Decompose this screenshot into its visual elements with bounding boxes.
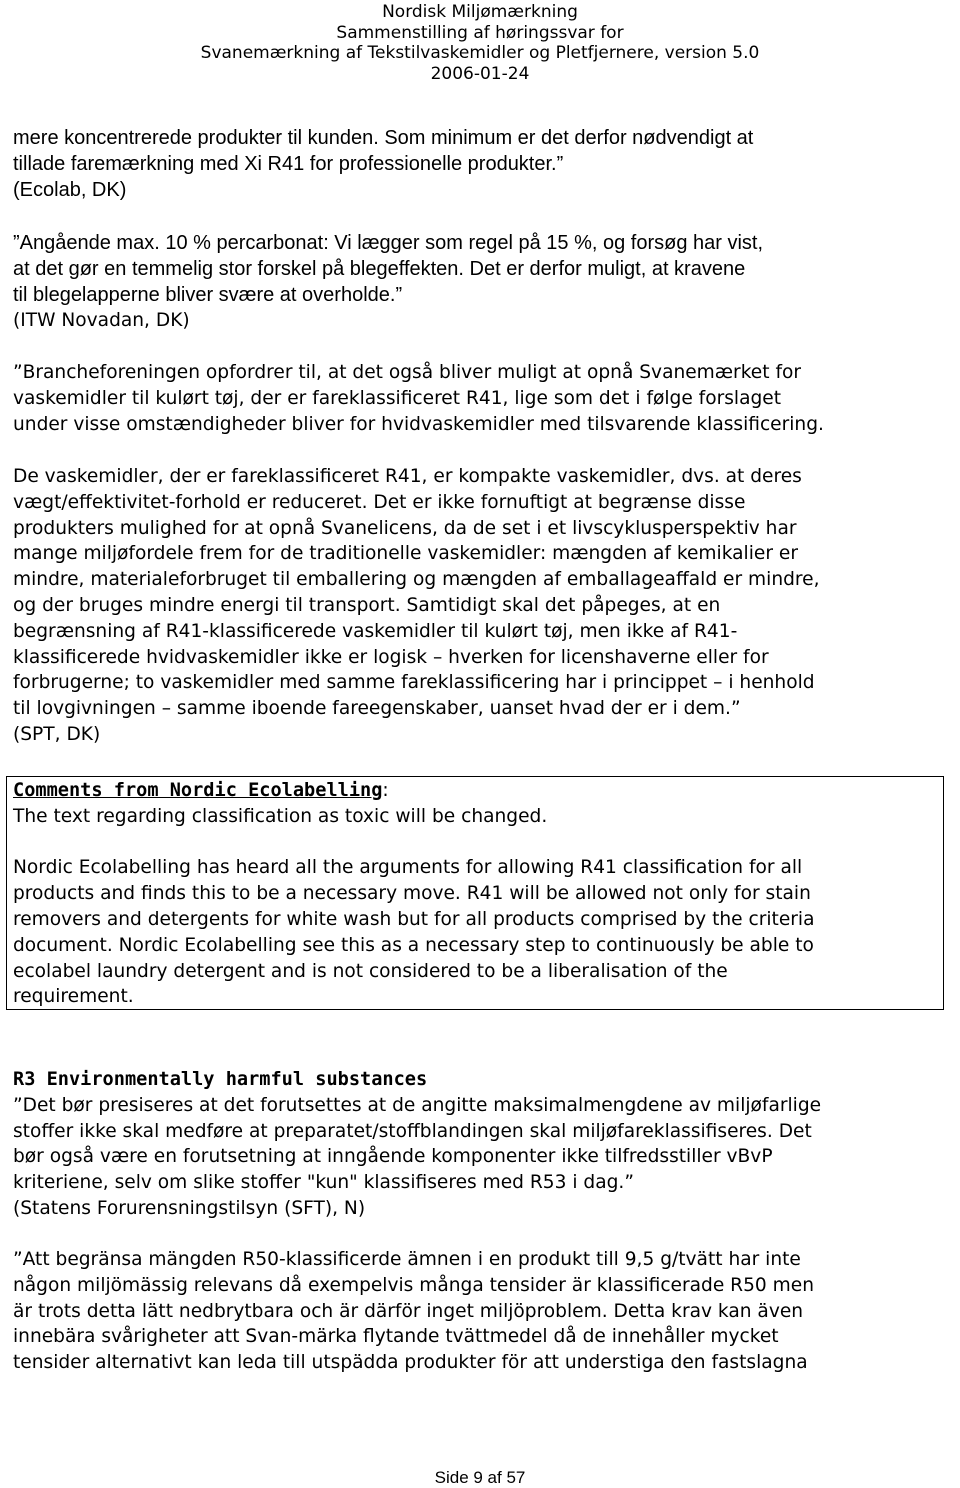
text-line: removers and detergents for white wash but for all products comprised by the criteria bbox=[13, 908, 815, 930]
text-line: mindre, materialeforbruget til emballering og mængden af emballageaffald er mindre, bbox=[13, 569, 820, 591]
text-line: requirement. bbox=[13, 986, 134, 1008]
text-line: (SPT, DK) bbox=[13, 723, 101, 745]
section-r3 bbox=[13, 1067, 943, 1222]
text-line: vægt/effektivitet-forhold er reduceret. Det er ikke fornuftigt at begrænse disse bbox=[13, 491, 746, 513]
text-line: (Ecolab, DK) bbox=[13, 178, 127, 201]
section-heading-r3: R3 Environmentally harmful substances bbox=[13, 1069, 428, 1090]
comments-heading-colon: : bbox=[382, 780, 389, 801]
text-line: tillade faremærkning med Xi R41 for professionelle produkter.” bbox=[13, 152, 564, 175]
text-line: (Statens Forurensningstilsyn (SFT), N) bbox=[13, 1197, 366, 1219]
header-subtitle: Sammenstilling af høringssvar for bbox=[336, 22, 624, 43]
text-line: og der bruges mindre energi til transport. Samtidigt skal det påpeges, at en bbox=[13, 594, 721, 616]
text-line: begrænsning af R41-klassificerede vaskemidler til kulørt tøj, men ikke af R41- bbox=[13, 620, 738, 642]
comments-heading: Comments from Nordic Ecolabelling bbox=[13, 780, 383, 801]
paragraph-swedish bbox=[13, 1247, 943, 1376]
text-line: är trots detta lätt nedbrytbara och är därför inget miljöproblem. Detta krav kan även bbox=[13, 1300, 804, 1322]
text-line: vaskemidler til kulørt tøj, der er fareklassificeret R41, lige som det i følge forslaget bbox=[13, 387, 782, 409]
text-line: någon miljömässig relevans då exempelvis många tensider är klassificerade R50 men bbox=[13, 1274, 815, 1296]
text-line: The text regarding classification as toxic will be changed. bbox=[13, 805, 548, 827]
text-line: tensider alternativt kan leda till utspädda produkter för att understiga den fastslagna bbox=[13, 1352, 808, 1374]
text-line: stoffer ikke skal medføre at preparatet/stoffblandingen skal miljøfareklassifiseres. Det bbox=[13, 1120, 812, 1142]
text-line: ”Brancheforeningen opfordrer til, at det også bliver muligt at opnå Svanemærket for bbox=[13, 362, 802, 383]
text-line: mere koncentrerede produkter til kunden. Som minimum er det derfor nødvendigt at bbox=[13, 127, 754, 149]
header-organization: Nordisk Miljømærkning bbox=[382, 2, 578, 22]
text-line: bør også være en forutsetning at inngående komponenter ikke tilfredsstiller vBvP bbox=[13, 1146, 773, 1168]
text-line: produkters mulighed for at opnå Svanelicens, da de set i et livscyklusperspektiv har bbox=[13, 517, 797, 539]
text-line: ”Angående max. 10 % percarbonat: Vi lægger som regel på 15 %, og forsøg har vist, bbox=[13, 232, 764, 254]
text-line: under visse omstændigheder bliver for hvidvaskemidler med tilsvarende klassificering. bbox=[13, 413, 824, 435]
blank-line bbox=[13, 830, 943, 856]
text-line: products and finds this to be a necessary move. R41 will be allowed not only for stain bbox=[13, 883, 811, 905]
paragraph-itw-novadan bbox=[13, 231, 943, 334]
text-line: ecolabel laundry detergent and is not considered to be a liberalisation of the bbox=[13, 960, 728, 982]
text-line: ”Att begränsa mängden R50-klassificerde ämnen i en produkt till 9,5 g/tvätt har inte bbox=[13, 1249, 801, 1270]
text-line: innebära svårigheter att Svan-märka flytande tvättmedel då de innehåller mycket bbox=[13, 1326, 779, 1348]
text-line: at det gør en temmelig stor forskel på blegeffekten. Det er derfor muligt, at kravene bbox=[13, 257, 746, 280]
text-line: Nordic Ecolabelling has heard all the arguments for allowing R41 classification for all bbox=[13, 857, 803, 879]
text-line: til blegelapperne bliver svære at overholde.” bbox=[13, 283, 403, 306]
text-line: til lovgivningen – samme iboende fareegenskaber, uanset hvad der er i dem.” bbox=[13, 698, 741, 720]
page-number: Side 9 af 57 bbox=[434, 1468, 526, 1487]
text-line: (ITW Novadan, DK) bbox=[13, 310, 190, 332]
text-line: klassificerede hvidvaskemidler ikke er logisk – hverken for licenshaverne eller for bbox=[13, 646, 769, 668]
page-header bbox=[0, 2, 960, 84]
comments-content bbox=[13, 778, 943, 1010]
comments-heading-line bbox=[13, 778, 943, 804]
text-line: forbrugerne; to vaskemidler med samme fareklassificering har i princippet – i henhold bbox=[13, 672, 815, 694]
text-line: document. Nordic Ecolabelling see this as a necessary step to continuously be able to bbox=[13, 934, 814, 956]
text-line: kriteriene, selv om slike stoffer "kun" klassifiseres med R53 i dag.” bbox=[13, 1172, 634, 1194]
text-line: De vaskemidler, der er fareklassificeret R41, er kompakte vaskemidler, dvs. at deres bbox=[13, 466, 802, 487]
header-document-title: Svanemærkning af Tekstilvaskemidler og Pletfjernere, version 5.0 bbox=[200, 43, 760, 63]
paragraph-spt bbox=[13, 464, 943, 748]
paragraph-ecolab bbox=[13, 126, 943, 203]
text-line: ”Det bør presiseres at det forutsettes at de angitte maksimalmengdene av miljøfarlige bbox=[13, 1094, 822, 1116]
header-date: 2006-01-24 bbox=[430, 63, 530, 84]
text-line: mange miljøfordele frem for de traditionelle vaskemidler: mængden af kemikalier er bbox=[13, 543, 798, 565]
paragraph-brancheforeningen bbox=[13, 360, 943, 437]
